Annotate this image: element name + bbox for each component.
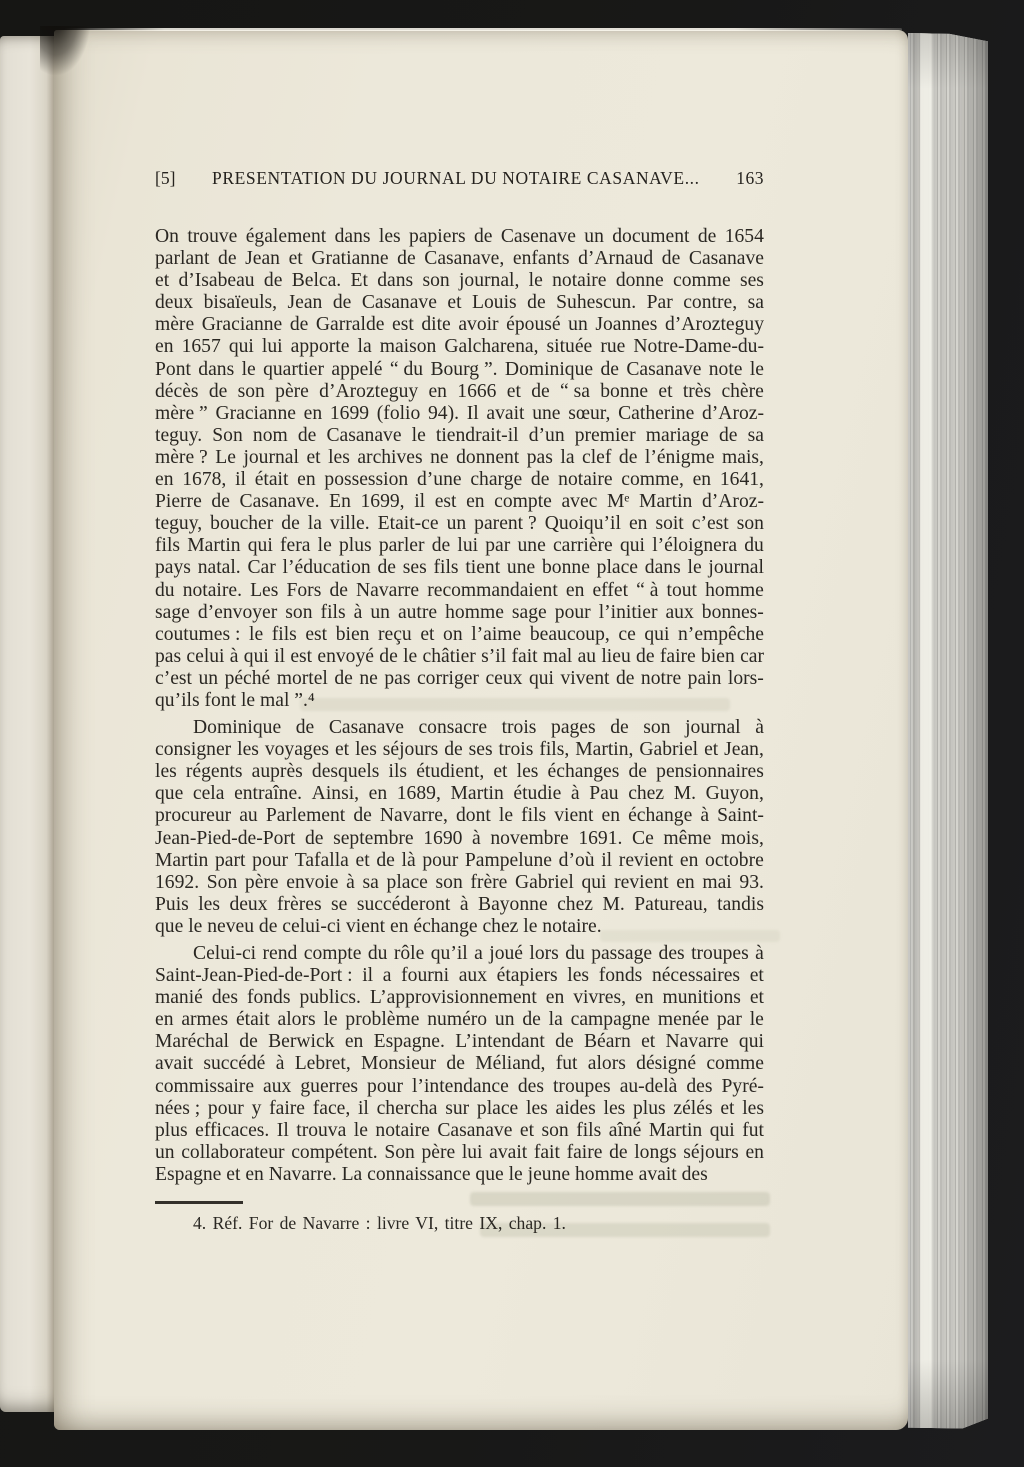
text-line: en 1657 qui lui apporte la maison Galcharena, située rue Notre-Dame-du- xyxy=(155,336,764,358)
text-line: Maréchal de Berwick en Espagne. L’intendant de Béarn et Navarre qui xyxy=(155,1031,764,1053)
text-line: parlant de Jean et Gratianne de Casanave, enfants d’Arnaud de Casanave xyxy=(155,248,764,270)
gutter-shadow xyxy=(40,26,92,78)
text-line: procureur au Parlement de Navarre, dont le fils vient en échange à Saint- xyxy=(155,805,764,827)
text-line: consigner les voyages et les séjours de ses trois fils, Martin, Gabriel et Jean, xyxy=(155,739,764,761)
text-line: qu’ils font le mal ”.⁴ xyxy=(155,689,315,711)
text-line: pas celui à qui il est envoyé de le châtier s’il fait mal au lieu de faire bien car xyxy=(155,645,764,667)
text-line: du notaire. Les Fors de Navarre recommandaient en effet “ à tout homme xyxy=(155,579,764,601)
text-line: coutumes : le fils est bien reçu et on l’aime beaucoup, ce qui n’empêche xyxy=(155,623,764,645)
footnote-rule xyxy=(155,1201,243,1204)
text-line: teguy. Son nom de Casanave le tiendrait-il d’un premier mariage de sa xyxy=(155,424,764,446)
section-marker: [5] xyxy=(155,168,176,188)
text-line: décès de son père d’Arozteguy en 1666 et de “ sa bonne et très chère xyxy=(155,380,764,402)
text-line: nées ; pour y faire face, il chercha sur place les aides les plus zélés et les xyxy=(155,1097,764,1119)
page-text-block xyxy=(155,167,764,1234)
facing-page-edge xyxy=(0,36,54,1412)
body-paragraphs xyxy=(155,226,764,1186)
text-line: pays natal. Car l’éducation de ses fils tient une bonne place dans le journal xyxy=(155,557,764,579)
footnote-text: 4. Réf. For de Navarre : livre VI, titre IX, chap. 1. xyxy=(193,1213,566,1234)
text-line: Martin part pour Tafalla et de là pour Pampelune d’où il revient en octobre xyxy=(155,849,764,871)
text-line: en 1678, il était en possession d’une charge de notaire comme, en 1641, xyxy=(155,469,764,491)
text-line: manié des fonds publics. L’approvisionnement en vivres, en munitions et xyxy=(155,987,764,1009)
text-line: Dominique de Casanave consacre trois pages de son journal à xyxy=(193,717,764,739)
text-line: que le neveu de celui-ci vient en échange chez le notaire. xyxy=(155,915,602,937)
text-line: et d’Isabeau de Belca. Et dans son journal, le notaire donne comme ses xyxy=(155,270,764,292)
text-line: 1692. Son père envoie à sa place son frère Gabriel qui revient en mai 93. xyxy=(155,871,764,893)
text-line: Pont dans le quartier appelé “ du Bourg ”. Dominique de Casanave note le xyxy=(155,358,764,380)
text-line: On trouve également dans les papiers de Casenave un document de 1654 xyxy=(155,226,764,247)
running-header xyxy=(155,167,764,189)
paragraph xyxy=(155,717,764,938)
paragraph xyxy=(155,226,764,712)
text-line: deux bisaïeuls, Jean de Casanave et Louis de Suhescun. Par contre, sa xyxy=(155,292,764,314)
text-line: Pierre de Casanave. En 1699, il est en compte avec Mᵉ Martin d’Aroz- xyxy=(155,491,764,513)
text-line: sage d’envoyer son fils à un autre homme sage pour l’initier aux bonnes- xyxy=(155,601,764,623)
text-line: un collaborateur compétent. Son père lui avait fait faire de longs séjours en xyxy=(155,1141,764,1163)
text-line: mère ? Le journal et les archives ne donnent pas la clef de l’énigme mais, xyxy=(155,446,764,468)
text-line: Jean-Pied-de-Port de septembre 1690 à novembre 1691. Ce même mois, xyxy=(155,827,764,849)
text-line: plus efficaces. Il trouva le notaire Casanave et son fils aîné Martin qui fut xyxy=(155,1119,764,1141)
text-line: mère ” Gracianne en 1699 (folio 94). Il avait une sœur, Catherine d’Aroz- xyxy=(155,402,764,424)
text-line: commissaire aux guerres pour l’intendance des troupes au-delà des Pyré- xyxy=(155,1075,764,1097)
text-line: Saint-Jean-Pied-de-Port : il a fourni aux étapiers les fonds nécessaires et xyxy=(155,965,764,987)
text-line: avait succédé à Lebret, Monsieur de Méliand, fut alors désigné comme xyxy=(155,1053,764,1075)
text-line: Espagne et en Navarre. La connaissance que le jeune homme avait des xyxy=(155,1163,708,1185)
text-line: mère Gracianne de Garralde est dite avoir épousé un Joannes d’Arozteguy xyxy=(155,314,764,336)
text-line: les régents auprès desquels ils étudient, et les échanges de pensionnaires xyxy=(155,761,764,783)
running-title: PRESENTATION DU JOURNAL DU NOTAIRE CASANAVE... xyxy=(212,168,700,188)
footnote xyxy=(155,1201,764,1234)
page-edge-stack xyxy=(908,33,988,1429)
page-number: 163 xyxy=(736,168,764,188)
text-line: c’est un péché mortel de ne pas corriger ceux qui vivent de notre pain lors- xyxy=(155,667,764,689)
paragraph xyxy=(155,943,764,1186)
text-line: Celui-ci rend compte du rôle qu’il a joué lors du passage des troupes à xyxy=(193,943,764,964)
text-line: Puis les deux frères se succéderont à Bayonne chez M. Patureau, tandis xyxy=(155,893,764,915)
text-line: en armes était alors le problème numéro un de la campagne menée par le xyxy=(155,1009,764,1031)
text-line: teguy, boucher de la ville. Etait-ce un parent ? Quoiqu’il en soit c’est son xyxy=(155,513,764,535)
text-line: que cela entraîne. Ainsi, en 1689, Martin étudie à Pau chez M. Guyon, xyxy=(155,783,764,805)
text-line: fils Martin qui fera le plus parler de lui par une carrière qui l’éloignera du xyxy=(155,535,764,557)
